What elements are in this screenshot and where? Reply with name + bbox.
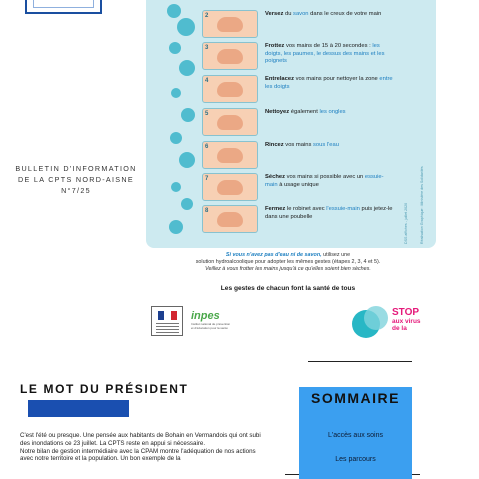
wash-step bbox=[202, 42, 394, 70]
hands-illustration bbox=[202, 141, 258, 169]
stop-word: STOP bbox=[392, 307, 420, 318]
stop-virus-logo bbox=[352, 306, 442, 338]
poster-credit-2: Réalisation Graphique : Ministère des Solidarités bbox=[420, 166, 424, 244]
bulletin-line-1: BULLETIN D'INFORMATION bbox=[15, 164, 137, 173]
ministry-logo bbox=[151, 306, 183, 336]
wash-step bbox=[202, 75, 394, 103]
sommaire-title: SOMMAIRE bbox=[311, 390, 400, 406]
step-number: 8 bbox=[205, 208, 209, 214]
hydro-highlight: Si vous n'avez pas d'eau ni de savon, bbox=[225, 252, 322, 258]
bulletin-heading bbox=[8, 163, 144, 196]
cpts-logo bbox=[25, 0, 102, 14]
hydro-line-3: Veillez à vous frotter les mains jusqu'à ce qu'elles soient bien sèches. bbox=[205, 266, 371, 272]
step-number: 3 bbox=[205, 45, 209, 51]
step-text: Versez du savon dans le creux de votre main bbox=[265, 11, 382, 17]
hands-illustration bbox=[202, 75, 258, 103]
divider-top bbox=[308, 361, 412, 362]
handwashing-poster bbox=[146, 0, 436, 248]
bulletin-line-2: DE LA CPTS NORD-AISNE bbox=[18, 175, 134, 184]
hands-illustration bbox=[202, 10, 258, 38]
hydro-line-2: solution hydroalcoolique pour adopter les mêmes gestes (étapes 2, 3, 4 et 5). bbox=[195, 259, 381, 265]
step-number: 7 bbox=[205, 176, 209, 182]
bulletin-line-3: N°7/25 bbox=[61, 186, 91, 195]
inpes-word: inpes bbox=[191, 310, 220, 322]
hydroalcoholic-note bbox=[150, 252, 426, 273]
poster-credit-1: DSS affiches - juillet 2020 bbox=[404, 202, 408, 244]
bubbles-decoration bbox=[165, 0, 197, 248]
stop-sub-1: aux virus bbox=[392, 318, 421, 325]
step-number: 2 bbox=[205, 13, 209, 19]
hands-illustration bbox=[202, 108, 258, 136]
sommaire-item[interactable]: Les parcours bbox=[335, 456, 376, 463]
step-number: 6 bbox=[205, 144, 209, 150]
hands-illustration bbox=[202, 205, 258, 233]
hands-illustration bbox=[202, 173, 258, 201]
step-text: Frottez vos mains de 15 à 20 secondes : les doigts, les paumes, le dessus des mains et les poignets bbox=[265, 43, 385, 64]
sommaire-item[interactable]: L'accès aux soins bbox=[327, 432, 384, 439]
wash-step bbox=[202, 108, 394, 136]
hydro-line-1: utilisez une bbox=[321, 252, 351, 258]
stop-sub bbox=[392, 318, 421, 332]
step-text: Entrelacez vos mains pour nettoyer la zone entre les doigts bbox=[265, 76, 393, 90]
wash-step bbox=[202, 173, 394, 201]
stop-sub-2: de la bbox=[392, 325, 407, 332]
step-number: 5 bbox=[205, 111, 209, 117]
accent-bar bbox=[28, 400, 129, 417]
step-text: Séchez vos mains si possible avec un essuie-main à usage unique bbox=[265, 174, 384, 188]
wash-step bbox=[202, 10, 394, 38]
poster-slogan: Les gestes de chacun font la santé de tous bbox=[220, 285, 356, 292]
step-text: Fermez le robinet avec l'essuie-main puis jetez-le dans une poubelle bbox=[265, 206, 393, 220]
poster-credits bbox=[398, 12, 432, 244]
wash-step bbox=[202, 141, 394, 169]
step-text: Nettoyez également les ongles bbox=[265, 109, 346, 115]
sommaire-list bbox=[299, 412, 412, 479]
president-paragraph: Notre bilan de gestion intermédiaire avec la CPAM montre l'adéquation de nos actions avec notre territoire et la population. Un bon exemple de la bbox=[20, 447, 256, 463]
hands-illustration bbox=[202, 42, 258, 70]
president-body bbox=[20, 432, 268, 463]
president-title: LE MOT DU PRÉSIDENT bbox=[20, 382, 189, 396]
president-paragraph: C'est l'été ou presque. Une pensée aux habitants de Bohain en Vermandois qui ont subi des inondations ce 23 juillet. La CPTS reste en appui si nécessaire. bbox=[20, 432, 261, 447]
inpes-sub: Institut national de prévention et d'éducation pour la santé bbox=[191, 322, 231, 330]
wash-step bbox=[202, 205, 394, 233]
inpes-logo bbox=[191, 310, 231, 334]
step-text: Rincez vos mains sous l'eau bbox=[265, 142, 339, 148]
step-number: 4 bbox=[205, 78, 209, 84]
